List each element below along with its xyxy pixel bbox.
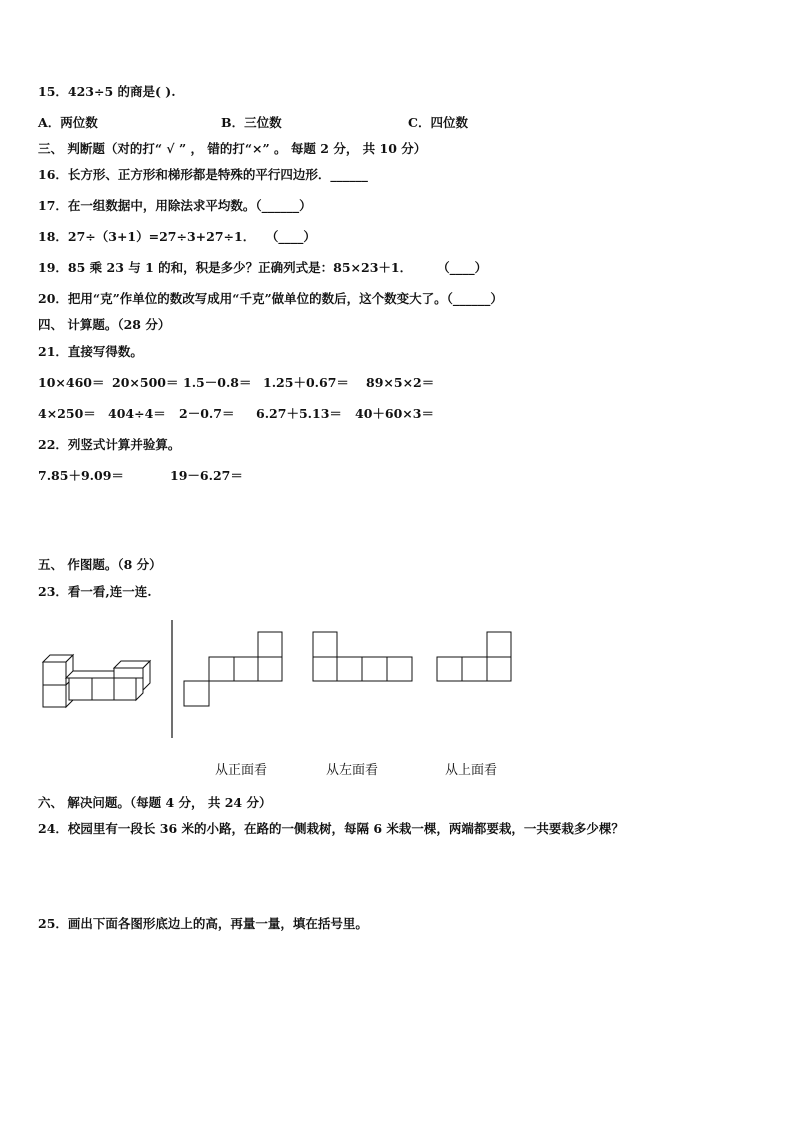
question-21: 21．直接写得数。 bbox=[38, 344, 143, 359]
question-22: 22．列竖式计算并验算。 bbox=[38, 437, 181, 452]
view-label-front: 从正面看 bbox=[215, 763, 268, 778]
calc-item: 89×5×2＝ bbox=[366, 375, 435, 390]
calc-item: 20×500＝ bbox=[112, 375, 179, 390]
section-6-title: 六、 解决问题。（每题 4 分， 共 24 分） bbox=[38, 795, 272, 810]
question-18: 18．27÷（3+1）=27÷3+27÷1． （____） bbox=[38, 229, 316, 244]
calc-item: 1.25＋0.67＝ bbox=[263, 375, 349, 390]
q15-option-c: C．四位数 bbox=[408, 115, 468, 130]
question-17: 17．在一组数据中，用除法求平均数。（______） bbox=[38, 198, 312, 213]
question-16: 16．长方形、正方形和梯形都是特殊的平行四边形．______ bbox=[38, 167, 368, 182]
question-24: 24．校园里有一段长 36 米的小路，在路的一侧栽树，每隔 6 米栽一棵，两端都要栽，一共要栽多少棵？ bbox=[38, 821, 624, 836]
calc-item: 4×250＝ bbox=[38, 406, 96, 421]
section-3-title: 三、 判断题（对的打“ √ ” ， 错的打“×” 。 每题 2 分， 共 10 分） bbox=[38, 141, 427, 156]
calc-item: 6.27＋5.13＝ bbox=[256, 406, 342, 421]
question-19: 19．85 乘 23 与 1 的和，积是多少？正确列式是：85×23＋1． （____） bbox=[38, 260, 488, 275]
calc-item: 1.5－0.8＝ bbox=[183, 375, 252, 390]
vertical-calc-item: 19－6.27＝ bbox=[170, 468, 243, 483]
q15-option-b: B．三位数 bbox=[221, 115, 282, 130]
section-4-title: 四、 计算题。（28 分） bbox=[38, 317, 171, 332]
calc-item: 10×460＝ bbox=[38, 375, 105, 390]
q15-option-a: A．两位数 bbox=[38, 115, 98, 130]
vertical-calc-item: 7.85＋9.09＝ bbox=[38, 468, 124, 483]
question-23: 23．看一看,连一连. bbox=[38, 584, 152, 599]
view-label-left: 从左面看 bbox=[326, 763, 379, 778]
section-5-title: 五、 作图题。（8 分） bbox=[38, 557, 162, 572]
question-25: 25．画出下面各图形底边上的高，再量一量，填在括号里。 bbox=[38, 916, 368, 931]
question-15: 15．423÷5 的商是( ). bbox=[38, 84, 176, 99]
calc-item: 40＋60×3＝ bbox=[355, 406, 434, 421]
calc-item: 404÷4＝ bbox=[108, 406, 166, 421]
calc-item: 2－0.7＝ bbox=[179, 406, 235, 421]
view-label-top: 从上面看 bbox=[445, 763, 498, 778]
question-20: 20．把用“克”作单位的数改写成用“千克”做单位的数后，这个数变大了。（______） bbox=[38, 291, 503, 306]
